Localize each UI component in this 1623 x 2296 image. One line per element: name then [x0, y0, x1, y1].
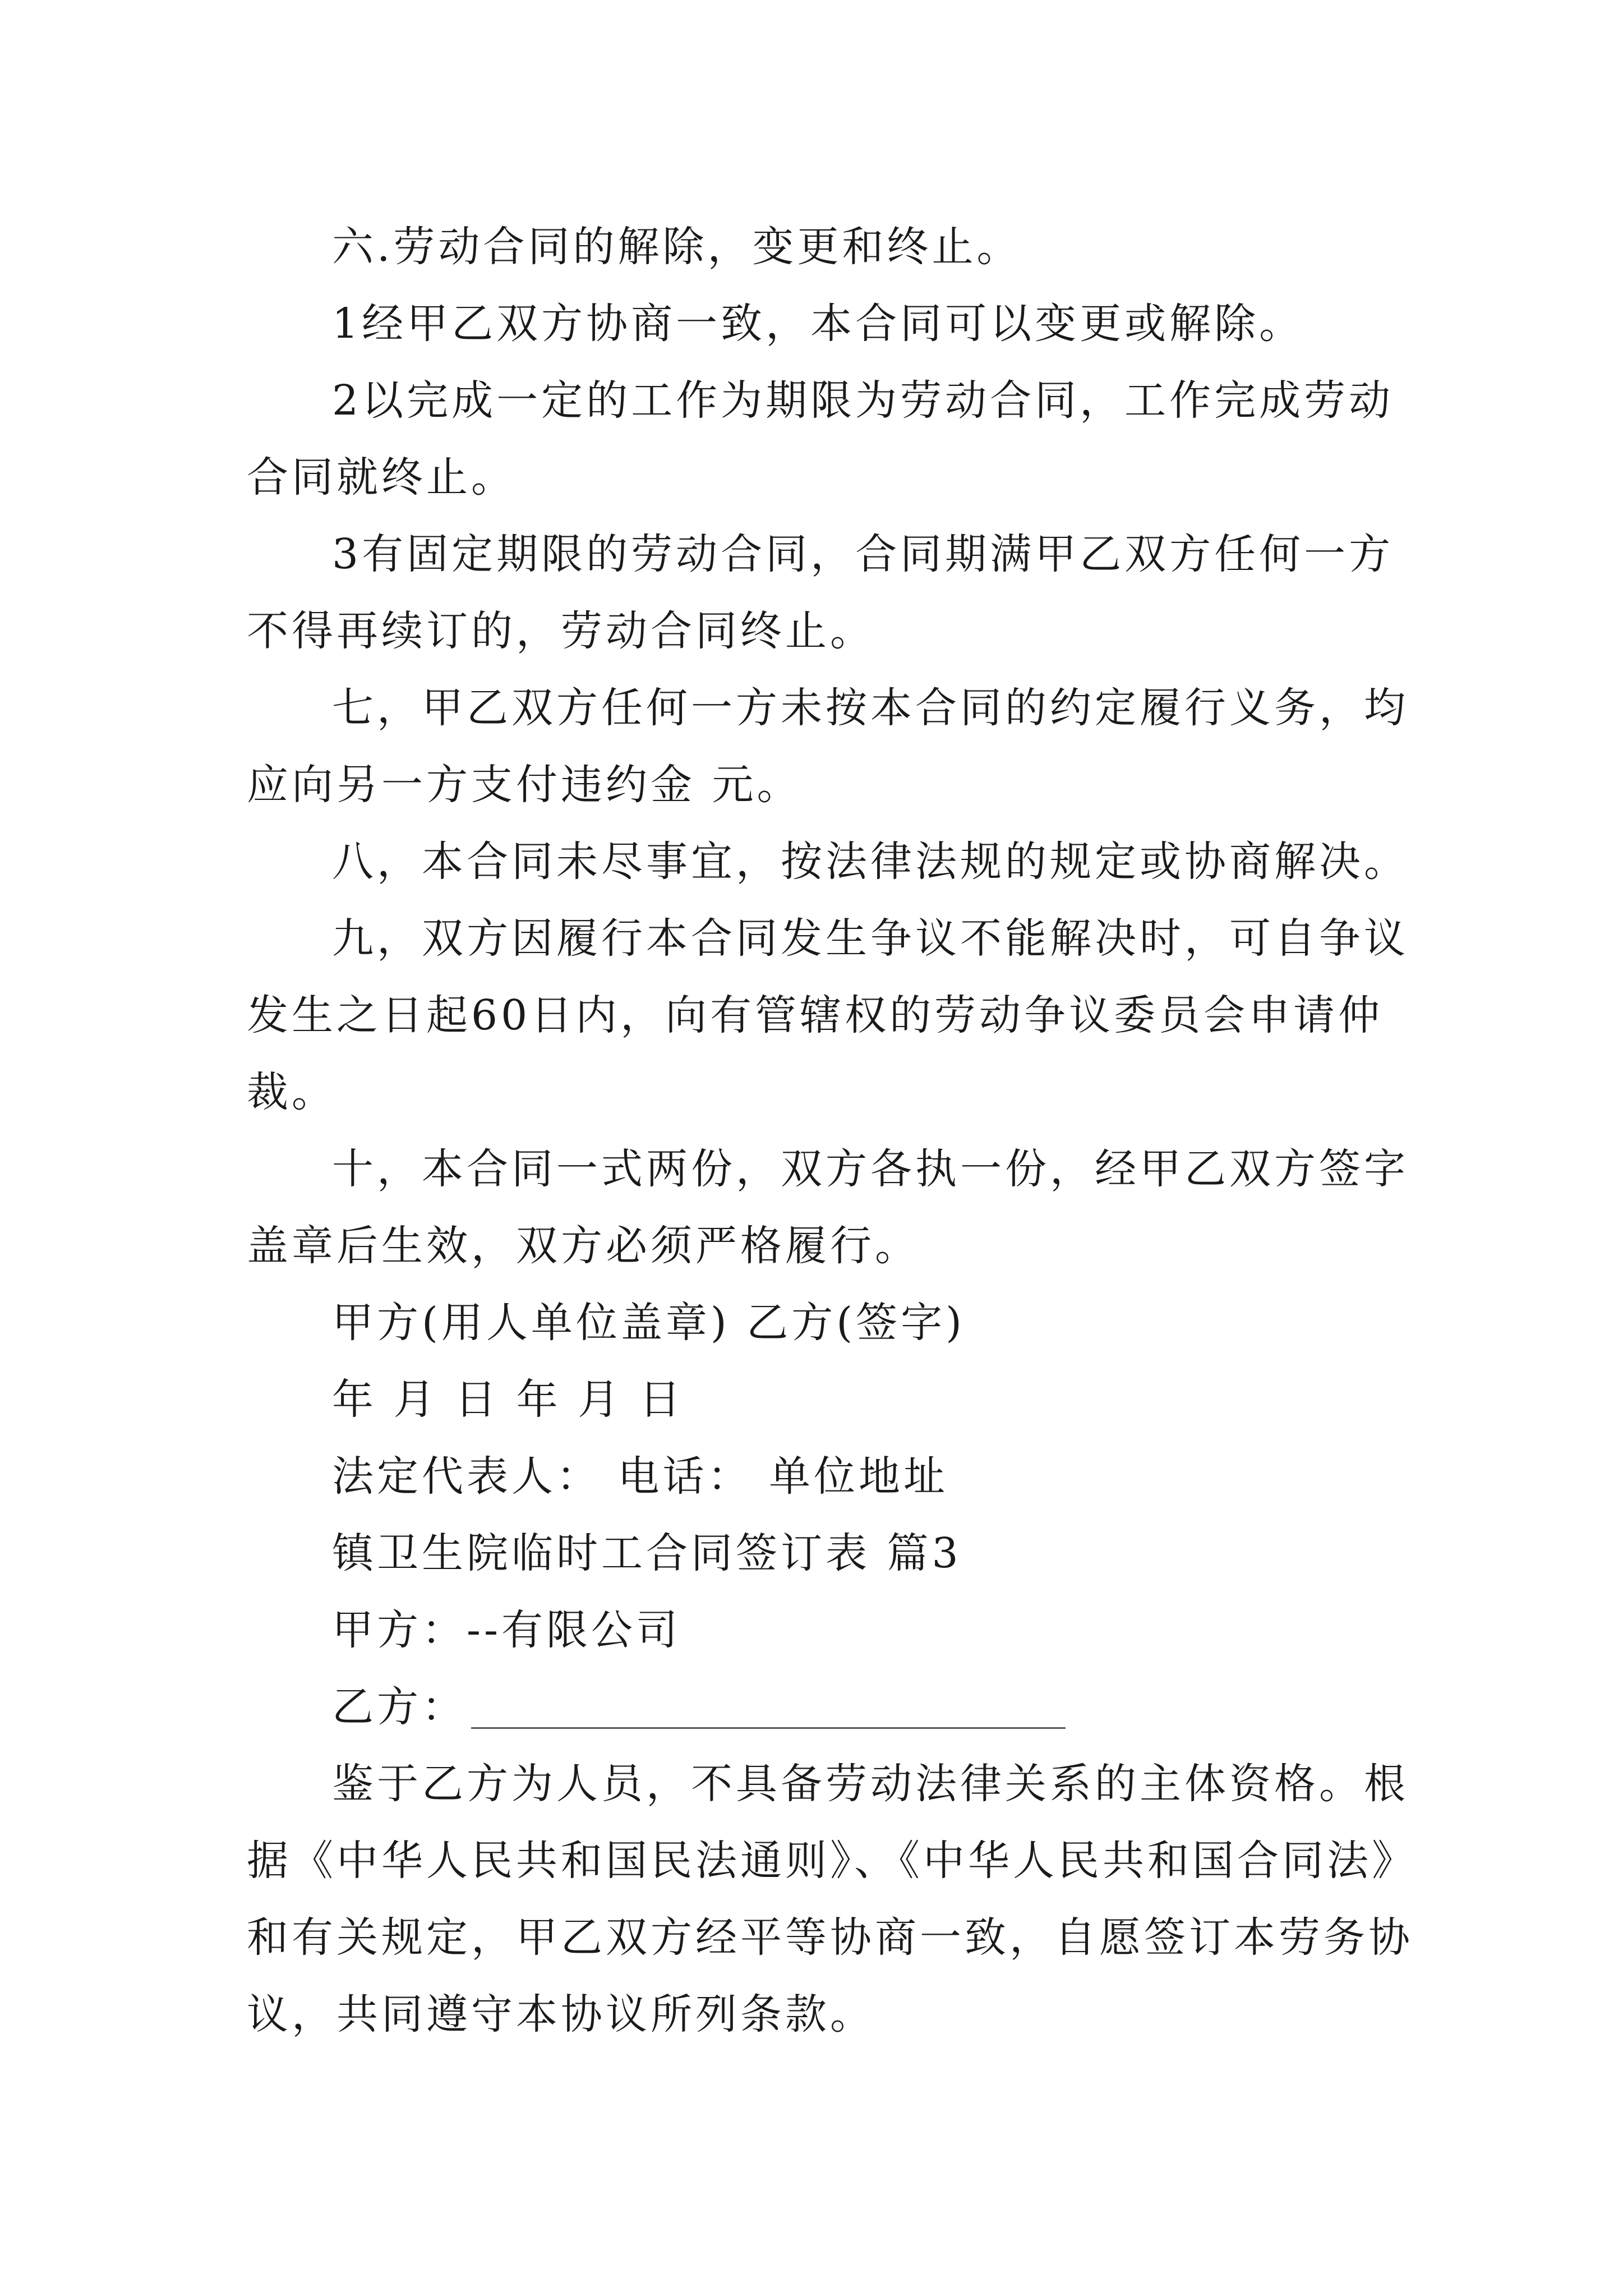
text-line: 镇卫生院临时工合同签订表 篇3 — [332, 1529, 962, 1577]
text-line: 据《中华人民共和国民法通则》、《中华人民共和国合同法》 — [247, 1837, 1417, 1885]
text-line: 应向另一方支付违约金 元。 — [247, 761, 802, 809]
preamble-line-4 — [247, 1976, 1413, 2053]
text-line: 合同就终止。 — [247, 453, 516, 501]
clause-9-cont-2 — [247, 1054, 1413, 1131]
clause-6-item-2-cont — [247, 439, 1413, 516]
text-line: 2以完成一定的工作为期限为劳动合同，工作完成劳动 — [332, 376, 1394, 425]
text-line: 八，本合同未尽事宜，按法律法规的规定或协商解决。 — [332, 838, 1409, 886]
document-body — [247, 209, 1417, 2053]
preamble-line-1 — [247, 1746, 1413, 1823]
signature-parties-line — [247, 1285, 1413, 1361]
text-line: 盖章后生效，双方必须严格履行。 — [247, 1222, 920, 1270]
clause-10 — [247, 1131, 1413, 1208]
text-line: 和有关规定，甲乙双方经平等协商一致，自愿签订本劳务协 — [247, 1913, 1413, 1962]
clause-6-item-1 — [247, 286, 1413, 362]
text-line: 3有固定期限的劳动合同，合同期满甲乙双方任何一方 — [332, 530, 1394, 578]
clause-6-heading — [247, 209, 1413, 286]
text-line: 甲方：--有限公司 — [332, 1606, 681, 1654]
section-title — [247, 1515, 1413, 1592]
preamble-line-2 — [247, 1823, 1417, 1899]
text-line: 十，本合同一式两份，双方各执一份，经甲乙双方签字 — [332, 1145, 1409, 1193]
text-line: 年 月 日 年 月 日 — [332, 1375, 684, 1424]
text-line: 九，双方因履行本合同发生争议不能解决时，可自争议 — [332, 914, 1409, 963]
clause-7-cont — [247, 747, 1413, 823]
signature-dates-line — [247, 1361, 1413, 1438]
text-line: 法定代表人： 电话： 单位地址 — [332, 1452, 949, 1501]
party-b-label: 乙方： — [332, 1683, 467, 1731]
clause-9-cont-1 — [247, 977, 1413, 1054]
text-line: 发生之日起60日内，向有管辖权的劳动争议委员会申请仲 — [247, 991, 1384, 1039]
clause-7 — [247, 670, 1413, 747]
clause-8 — [247, 823, 1413, 900]
preamble-line-3 — [247, 1899, 1413, 1976]
party-a-line — [247, 1592, 1413, 1669]
text-line: 甲方(用人单位盖章) 乙方(签字) — [332, 1299, 966, 1347]
text-line: 六.劳动合同的解除，变更和终止。 — [332, 223, 1022, 271]
clause-6-item-3-cont — [247, 593, 1413, 670]
text-line: 鉴于乙方为人员，不具备劳动法律关系的主体资格。根 — [332, 1760, 1409, 1808]
clause-10-cont — [247, 1208, 1413, 1285]
clause-9 — [247, 900, 1413, 977]
text-line: 不得再续订的，劳动合同终止。 — [247, 607, 875, 655]
party-b-blank-underline — [471, 1688, 1066, 1729]
legal-rep-line — [247, 1438, 1413, 1515]
clause-6-item-3 — [247, 516, 1413, 593]
party-b-line — [247, 1669, 1413, 1746]
clause-6-item-2 — [247, 362, 1413, 439]
text-line: 裁。 — [247, 1068, 336, 1116]
text-line: 议，共同遵守本协议所列条款。 — [247, 1990, 875, 2039]
text-line: 1经甲乙双方协商一致，本合同可以变更或解除。 — [332, 300, 1304, 348]
text-line: 七，甲乙双方任何一方未按本合同的约定履行义务，均 — [332, 684, 1409, 732]
